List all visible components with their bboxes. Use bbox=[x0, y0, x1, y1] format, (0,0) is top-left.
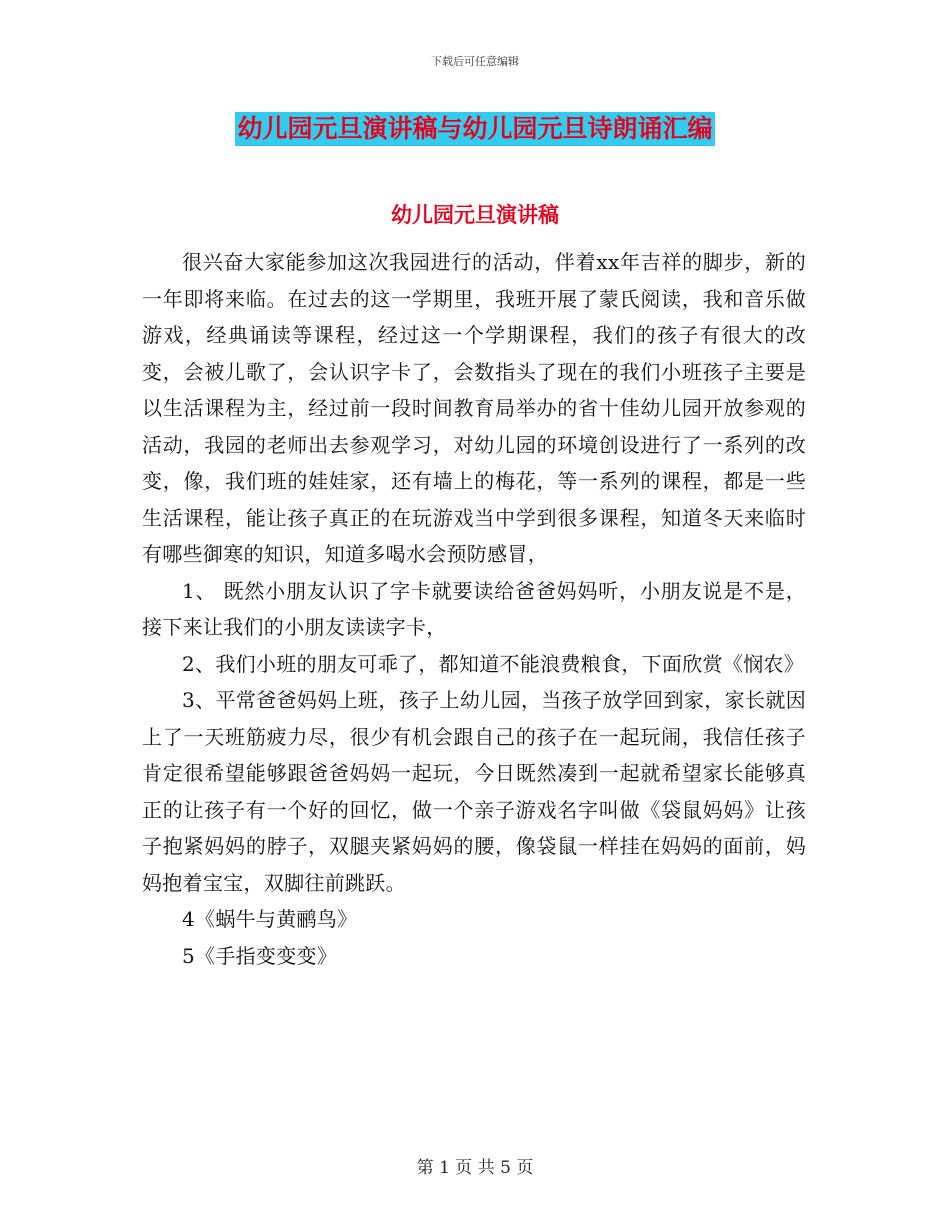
paragraph-item-4: 4《蜗牛与黄鹂鸟》 bbox=[182, 907, 358, 931]
paragraph-item-5: 5《手指变变变》 bbox=[182, 943, 338, 968]
page-header-note: 下载后可任意编辑 bbox=[431, 55, 519, 68]
paragraph-item-2: 2、我们小班的朋友可乖了，都知道不能浪费粮食，下面欣赏《悯农》 bbox=[182, 651, 805, 676]
document-body bbox=[142, 244, 806, 974]
paragraph-item-1: 1、 既然小朋友认识了字卡就要读给爸爸妈妈听，小朋友说是不是， 接下来让我们的小朋友读读字卡， bbox=[142, 578, 806, 639]
main-title-container bbox=[0, 112, 950, 146]
paragraph-item-3: 3、平常爸爸妈妈上班，孩子上幼儿园，当孩子放学回到家，家长就因上了一天班筋疲力尽，很少有机会跟自己的孩子在一起玩闹，我信任孩子肯定很希望能够跟爸爸妈妈一起玩，今日既然凑到一起就希望家长能够真正的让孩子有一个好的回忆，做一个亲子游戏名字叫做《袋鼠妈妈》让孩子抱紧妈妈的脖子，双腿夹紧妈妈的腰，像袋鼠一样挂在妈妈的面前，妈妈抱着宝宝，双脚往前跳跃。 bbox=[142, 688, 806, 895]
document-title: 幼儿园元旦演讲稿与幼儿园元旦诗朗诵汇编 bbox=[235, 112, 714, 146]
page-number: 第 1 页 共 5 页 bbox=[416, 1158, 534, 1178]
paragraph-intro: 很兴奋大家能参加这次我园进行的活动，伴着xx年吉祥的脚步，新的一年即将来临。在过去的这一学期里，我班开展了蒙氏阅读，我和音乐做游戏，经典诵读等课程，经过这一个学期课程，我们的孩子有很大的改变，会被儿歌了，会认识字卡了，会数指头了现在的我们小班孩子主要是以生活课程为主，经过前一段时间教育局举办的省十佳幼儿园开放参观的活动，我园的老师出去参观学习，对幼儿园的环境创设进行了一系列的改变，像，我们班的娃娃家，还有墙上的梅花，等一系列的课程，都是一些生活课程，能让孩子真正的在玩游戏当中学到很多课程，知道冬天来临时有哪些御寒的知识，知道多喝水会预防感冒， bbox=[142, 250, 806, 566]
section-title: 幼儿园元旦演讲稿 bbox=[391, 203, 559, 227]
